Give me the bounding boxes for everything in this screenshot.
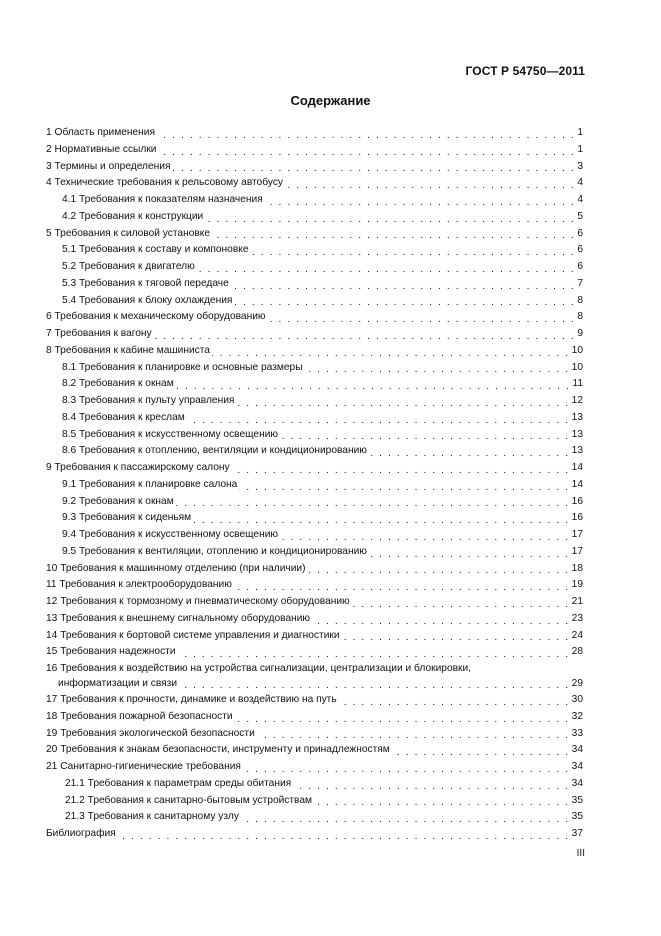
dot-leader [236,399,569,410]
toc-entry-title: Требования к искусственному освещению [79,428,279,440]
dot-leader [231,282,576,293]
dot-leader [308,566,570,577]
toc-entry[interactable] [46,527,583,544]
toc-entry-page: 4 [577,194,583,205]
dot-leader [234,298,575,309]
toc-entry-page: 14 [571,478,583,490]
toc-entry-page: 34 [571,777,583,789]
table-of-contents [46,125,583,843]
dot-leader [212,231,575,242]
toc-entry[interactable] [46,544,583,561]
toc-entry-number: 4 [46,177,52,189]
dot-leader [118,832,570,843]
toc-entry-page: 16 [571,512,583,524]
toc-entry-number: 13 [46,612,58,624]
toc-entry-page: 17 [571,545,583,557]
dot-leader [257,731,570,742]
toc-entry-number: 5 [46,227,52,239]
page-folio: III [576,848,585,859]
toc-entry[interactable] [46,577,583,594]
toc-entry-page: 35 [571,794,583,806]
toc-entry-title: Требования экологической безопасности [60,727,255,739]
toc-entry-title: Требования к искусственному освещению [79,529,279,540]
dot-leader [243,765,570,776]
toc-entry[interactable] [46,393,583,410]
toc-entry-number: 5.3 [62,277,77,289]
toc-entry-title: Санитарно-гигиенические требования [60,761,241,772]
toc-entry-title: Требования к пассажирскому салону [54,462,230,473]
dot-leader [280,432,570,443]
dot-leader [235,715,570,726]
dot-leader [176,499,570,510]
toc-entry-page: 10 [571,344,583,356]
dot-leader [205,215,575,226]
toc-entry-page: 30 [571,694,583,705]
toc-entry[interactable] [46,209,583,226]
dot-leader [187,416,570,427]
toc-entry-title: Требования к знакам безопасности, инструменту и принадлежностям [60,744,390,756]
toc-entry-title: Требования к блоку охлаждения [79,294,233,306]
toc-entry[interactable] [46,477,583,494]
toc-entry-title: Требования к вагону [54,328,152,339]
toc-entry-page: 18 [571,562,583,574]
toc-entry[interactable] [46,809,583,826]
toc-entry-number: 6 [46,311,52,323]
toc-entry-number: 21.3 [65,811,85,823]
toc-entry-number: 9.5 [62,545,77,557]
toc-entry[interactable] [46,192,583,209]
toc-entry[interactable] [46,793,583,810]
toc-entry-page: 19 [571,579,583,591]
dot-leader [234,583,570,594]
toc-entry-page: 6 [577,227,583,239]
toc-entry[interactable] [46,360,583,377]
toc-entry-number: 8 [46,344,52,356]
toc-entry-number: 2 [46,143,52,155]
toc-entry-title: Область применения [54,127,155,138]
toc-entry-title: Технические требования к рельсовому автобусу [54,177,284,189]
toc-entry-page: 8 [577,311,583,323]
toc-entry-page: 5 [577,210,583,222]
toc-entry-page: 9 [577,328,583,339]
dot-leader [392,748,570,759]
toc-entry[interactable] [46,159,583,176]
toc-entry[interactable] [46,611,583,628]
toc-entry[interactable] [46,510,583,527]
dot-leader [173,164,576,175]
toc-entry-number: 20 [46,744,58,756]
toc-entry-title: Требования к сиденьям [79,512,192,524]
toc-entry-number: 21.1 [65,777,85,789]
dot-leader [212,349,570,360]
toc-entry-page: 32 [571,710,583,722]
toc-entry[interactable] [46,776,583,793]
toc-entry-title: Требования к составу и компоновке [79,244,249,256]
dot-leader [280,533,570,544]
toc-entry-number: 4.1 [62,194,77,205]
toc-entry-page: 33 [571,727,583,739]
dot-leader [369,550,570,561]
toc-entry-page: 1 [577,143,583,155]
dot-leader [178,650,570,661]
toc-entry[interactable] [46,644,583,661]
toc-entry-number: 8.1 [62,361,77,373]
toc-entry-number: 7 [46,328,52,339]
toc-entry-title: Требования к окнам [79,495,174,507]
dot-leader [176,382,571,393]
toc-entry-page: 35 [571,811,583,823]
dot-leader [285,181,575,192]
toc-entry-number: 8.3 [62,395,77,406]
toc-entry[interactable] [46,276,583,293]
toc-entry-page: 8 [577,294,583,306]
toc-entry-title: Требования к кабине машиниста [54,344,210,356]
toc-entry-page: 13 [571,428,583,440]
toc-entry-title: Требования пожарной безопасности [60,710,233,722]
toc-entry-title: Требования к санитарно-бытовым устройствам [87,794,313,806]
toc-entry-title: Требования к показателям назначения [79,194,263,205]
toc-entry[interactable] [46,494,583,511]
dot-leader [158,148,575,159]
toc-entry-number: 11 [46,579,57,591]
toc-entry[interactable] [46,427,583,444]
toc-entry[interactable] [46,692,583,709]
toc-entry[interactable] [46,226,583,243]
toc-entry-number: 9 [46,462,52,473]
toc-entry-number: 18 [46,710,58,722]
toc-entry-number: 14 [46,629,58,641]
toc-entry-page: 16 [571,495,583,507]
toc-entry[interactable] [46,628,583,645]
toc-entry-title: Требования к вентиляции, отоплению и кондиционированию [79,545,367,557]
toc-entry[interactable] [46,309,583,326]
toc-entry-title: Требования к силовой установке [54,227,211,239]
toc-entry[interactable] [46,561,583,578]
toc-entry-page: 10 [571,361,583,373]
toc-entry[interactable] [46,410,583,427]
toc-entry[interactable] [46,125,583,142]
toc-entry-title: Требования к планировке салона [79,478,238,490]
toc-entry-number: 10 [46,562,58,574]
dot-leader [193,516,570,527]
toc-entry-number: 3 [46,160,52,172]
toc-entry-title: Нормативные ссылки [54,143,157,155]
dot-leader [342,633,570,644]
toc-entry-title: Требования к окнам [79,378,174,390]
toc-entry-title: Термины и определения [54,160,171,172]
toc-entry-number: 17 [46,694,58,705]
toc-entry-page: 14 [571,462,583,473]
toc-entry-number: 19 [46,727,58,739]
dot-leader [312,617,570,628]
toc-entry-page: 37 [571,828,583,839]
toc-entry-number: 8.6 [62,445,77,457]
toc-entry[interactable] [46,343,583,360]
toc-entry[interactable] [46,726,583,743]
dot-leader [305,365,570,376]
toc-entry-title: Требования к механическому оборудованию [54,311,266,323]
dot-leader [239,483,569,494]
dot-leader [241,815,570,826]
toc-entry-title: Библиография [46,828,116,839]
toc-entry-title: Требования к внешнему сигнальному оборудованию [60,612,311,624]
toc-entry-page: 4 [577,177,583,189]
toc-entry-number: 8.2 [62,378,77,390]
dot-leader [265,198,576,209]
toc-entry-page: 3 [577,160,583,172]
dot-leader [154,332,576,343]
dot-leader [339,698,570,709]
toc-entry[interactable] [46,293,583,310]
toc-entry[interactable] [46,326,583,343]
dot-leader [179,681,570,692]
toc-entry-title: Требования к креслам [79,411,185,423]
toc-entry-page: 13 [571,445,583,457]
dot-leader [232,466,570,477]
toc-entry-number: 5.2 [62,261,77,272]
toc-entry-title: Требования к пульту управления [79,395,235,406]
toc-entry[interactable] [46,142,583,159]
toc-entry-number: 9.4 [62,529,77,540]
toc-entry-page: 1 [577,127,583,138]
dot-leader [197,265,576,276]
toc-entry-number: 21.2 [65,794,85,806]
toc-entry-number: 8.5 [62,428,77,440]
toc-entry-number: 21 [46,761,58,772]
toc-entry[interactable] [46,661,583,692]
toc-entry-page: 7 [577,277,583,289]
toc-entry-title: Требования к воздействию на устройства сигнализации, централизации и блокировки, [60,663,471,674]
toc-entry-title: Требования к параметрам среды обитания [87,777,292,789]
dot-leader [352,600,570,611]
dot-leader [369,449,570,460]
toc-entry-page: 17 [571,529,583,540]
toc-entry-title: Требования к санитарному узлу [87,811,239,823]
toc-entry-title: Требования к конструкции [79,210,204,222]
toc-entry-page: 23 [571,612,583,624]
toc-entry-title: Требования к планировке и основные размеры [79,361,303,373]
toc-entry-title: Требования к двигателю [79,261,195,272]
toc-entry-title: Требования к бортовой системе управления и диагностики [60,629,340,641]
dot-leader [157,131,575,142]
toc-entry-title: Требования к тяговой передаче [79,277,229,289]
toc-entry-page: 29 [571,678,583,689]
toc-entry-page: 21 [571,596,583,607]
toc-entry-number: 15 [46,646,58,658]
toc-entry[interactable] [46,242,583,259]
toc-entry-title-continued: информатизации и связи [58,678,178,689]
toc-entry-title: Требования к прочности, динамике и воздействию на путь [60,694,337,705]
toc-entry-page: 6 [577,244,583,256]
toc-entry-number: 16 [46,663,58,674]
toc-entry[interactable] [46,376,583,393]
toc-entry-page: 12 [571,395,583,406]
dot-leader [268,315,576,326]
toc-entry[interactable] [46,175,583,192]
toc-entry-number: 9.1 [62,478,77,490]
dot-leader [314,798,570,809]
toc-entry[interactable] [46,826,583,843]
toc-entry-page: 24 [571,629,583,641]
page-title: Содержание [290,93,371,108]
dot-leader [250,248,575,259]
dot-leader [293,782,569,793]
toc-entry-page: 6 [577,261,583,272]
toc-entry-page: 28 [571,646,583,658]
toc-entry-number: 5.4 [62,294,77,306]
toc-entry-page: 11 [572,378,583,390]
toc-entry-title: Требования к электрооборудованию [59,579,232,591]
toc-entry-number: 4.2 [62,210,77,222]
toc-entry-title: Требования к отоплению, вентиляции и кондиционированию [79,445,367,457]
toc-entry-number: 5.1 [62,244,77,256]
toc-entry[interactable] [46,759,583,776]
toc-entry-number: 12 [46,596,58,607]
toc-entry[interactable] [46,742,583,759]
toc-entry-title: Требования надежности [60,646,176,658]
toc-entry-page: 13 [571,411,583,423]
toc-entry[interactable] [46,259,583,276]
toc-entry-number: 9.3 [62,512,77,524]
toc-entry-title: Требования к машинному отделению (при наличии) [60,562,306,574]
toc-entry-number: 9.2 [62,495,77,507]
standard-code: ГОСТ Р 54750—2011 [465,64,585,78]
toc-entry[interactable] [46,460,583,477]
toc-entry[interactable] [46,443,583,460]
toc-entry-number: 1 [46,127,52,138]
toc-entry-page: 34 [571,744,583,756]
toc-entry-title: Требования к тормозному и пневматическому оборудованию [60,596,350,607]
toc-entry[interactable] [46,709,583,726]
toc-entry[interactable] [46,594,583,611]
toc-entry-number: 8.4 [62,411,77,423]
toc-entry-page: 34 [571,761,583,772]
